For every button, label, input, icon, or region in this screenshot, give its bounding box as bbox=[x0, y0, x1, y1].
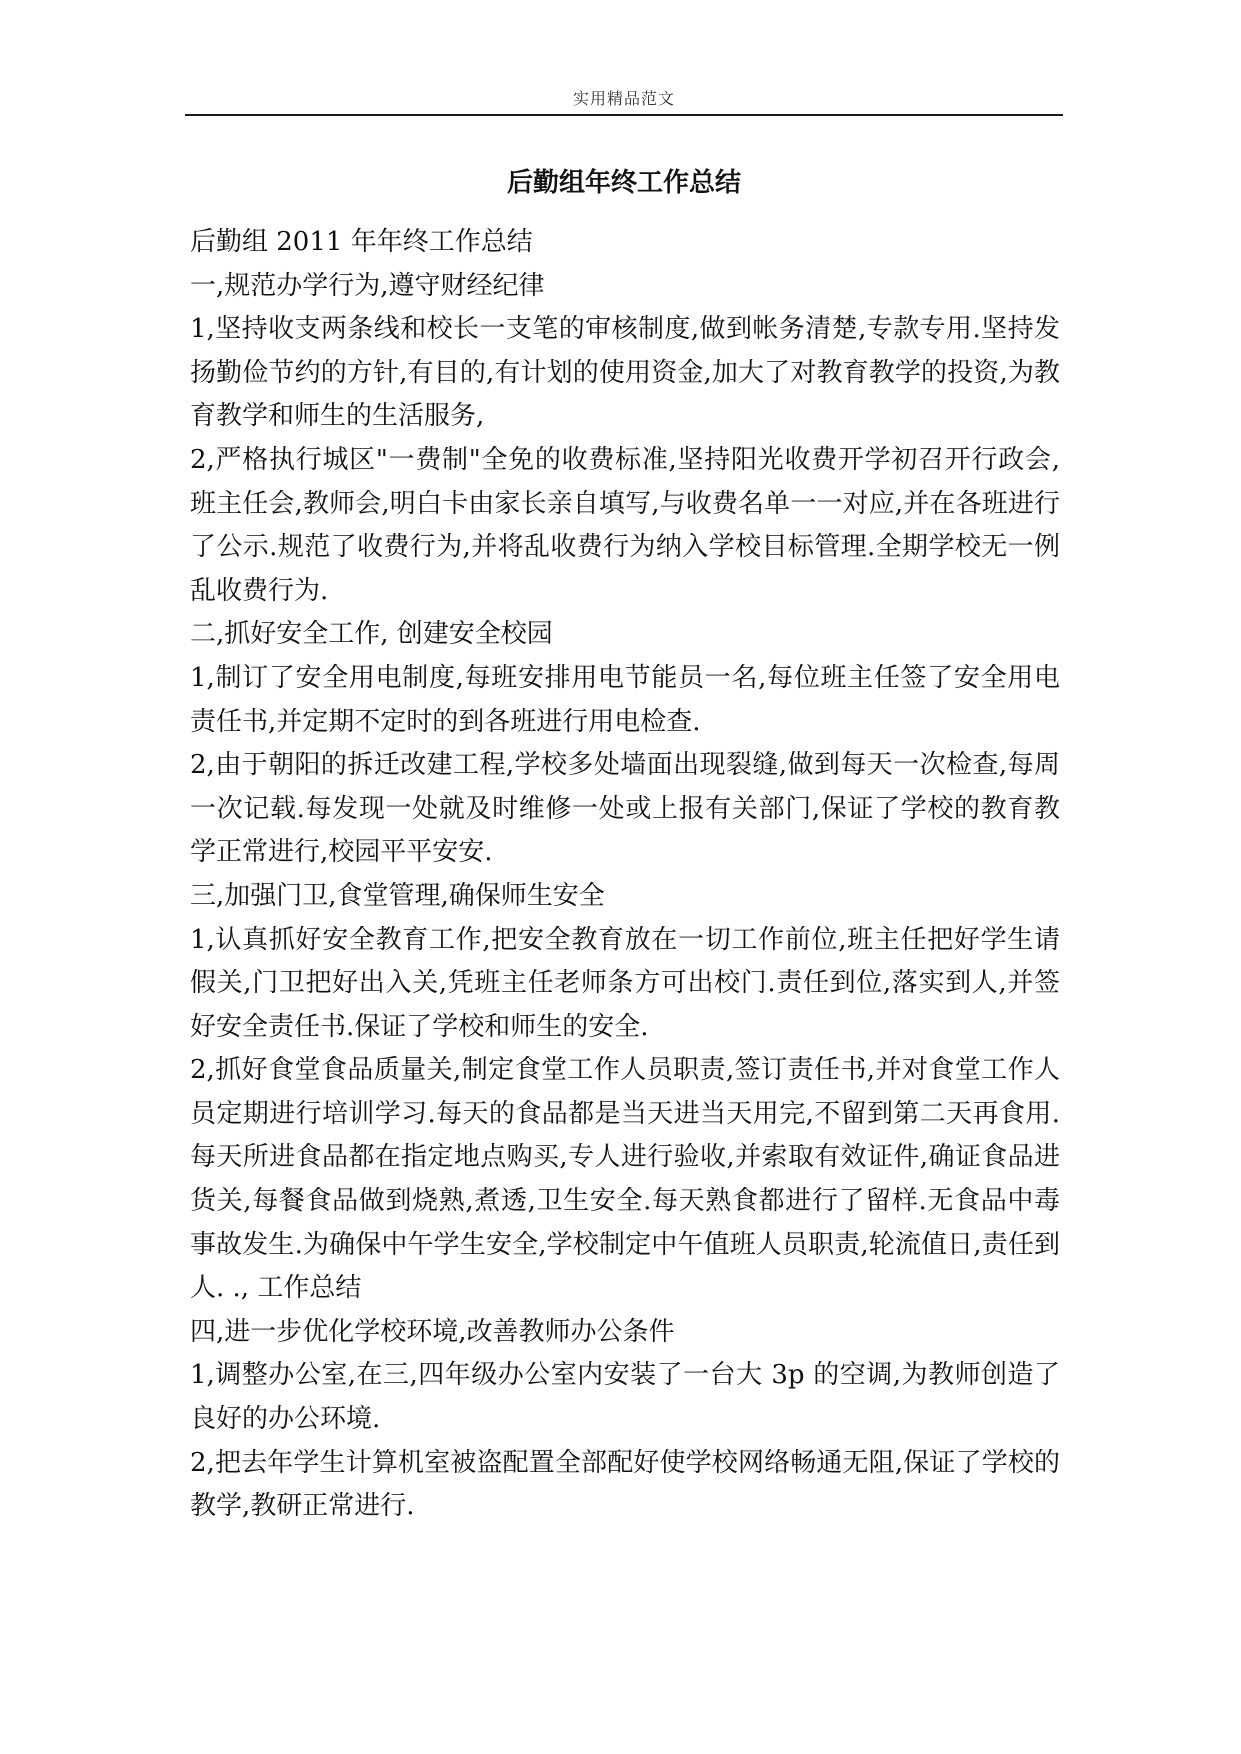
body-paragraph: 后勤组 2011 年年终工作总结 bbox=[190, 227, 533, 257]
document-title: 后勤组年终工作总结 bbox=[506, 168, 741, 198]
body-paragraph: 1,认真抓好安全教育工作,把安全教育放在一切工作前位,班主任把好学生请假关,门卫把好出入关,凭班主任老师条方可出校门.责任到位,落实到人,并签好安全责任书.保证了学校和师生的安全. bbox=[190, 924, 1060, 1042]
body-paragraph: 2,把去年学生计算机室被盗配置全部配好使学校网络畅通无阻,保证了学校的教学,教研正常进行. bbox=[190, 1447, 1060, 1522]
section-heading: 四,进一步优化学校环境,改善教师办公条件 bbox=[190, 1316, 675, 1347]
body-paragraph: 2,严格执行城区"一费制"全免的收费标准,坚持阳光收费开学初召开行政会,班主任会,教师会,明白卡由家长亲自填写,与收费名单一一对应,并在各班进行了公示.规范了收费行为,并将乱收费行为纳入学校目标管理.全期学校无一例乱收费行为. bbox=[190, 444, 1060, 606]
document-body bbox=[190, 221, 1060, 1529]
section-heading: 二,抓好安全工作, 创建安全校园 bbox=[190, 619, 553, 650]
section-heading: 一,规范办学行为,遵守财经纪律 bbox=[190, 270, 545, 301]
page-header: 实用精品范文 bbox=[572, 89, 675, 108]
header-divider bbox=[185, 114, 1063, 116]
body-paragraph: 2,由于朝阳的拆迁改建工程,学校多处墙面出现裂缝,做到每天一次检查,每周一次记载.每发现一处就及时维修一处或上报有关部门,保证了学校的教育教学正常进行,校园平平安安. bbox=[190, 750, 1060, 868]
body-paragraph: 1,调整办公室,在三,四年级办公室内安装了一台大 3p 的空调,为教师创造了良好的办公环境. bbox=[190, 1360, 1060, 1435]
body-paragraph: 1,制订了安全用电制度,每班安排用电节能员一名,每位班主任签了安全用电责任书,并定期不定时的到各班进行用电检查. bbox=[190, 662, 1060, 737]
section-heading: 三,加强门卫,食堂管理,确保师生安全 bbox=[190, 880, 605, 911]
body-paragraph: 1,坚持收支两条线和校长一支笔的审核制度,做到帐务清楚,专款专用.坚持发扬勤俭节约的方针,有目的,有计划的使用资金,加大了对教育教学的投资,为教育教学和师生的生活服务, bbox=[190, 314, 1060, 432]
body-paragraph: 2,抓好食堂食品质量关,制定食堂工作人员职责,签订责任书,并对食堂工作人员定期进行培训学习.每天的食品都是当天进当天用完,不留到第二天再食用.每天所进食品都在指定地点购买,专人进行验收,并索取有效证件,确证食品进货关,每餐食品做到烧熟,煮透,卫生安全.每天熟食都进行了留样.无食品中毒事故发生.为确保中午学生安全,学校制定中午值班人员职责,轮流值日,责任到人. ., 工作总结 bbox=[190, 1055, 1060, 1304]
